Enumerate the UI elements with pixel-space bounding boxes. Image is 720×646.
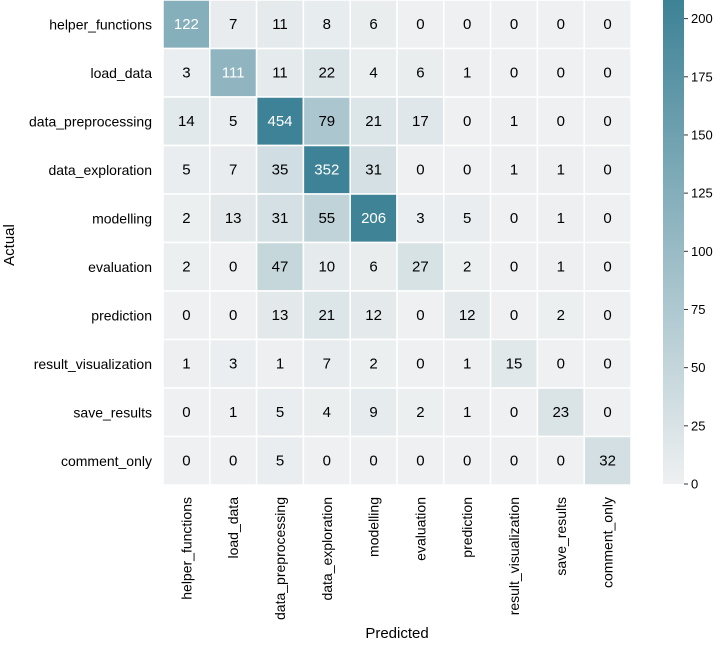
colorbar-tick-label: 150: [691, 127, 713, 143]
cell-value-label: 4: [369, 64, 378, 82]
cell-value-label: 5: [463, 209, 472, 227]
cell-value-label: 0: [369, 452, 378, 470]
colorbar-tick-label: 125: [691, 185, 713, 201]
cell-value-label: 3: [182, 64, 191, 82]
cell-value-label: 7: [229, 161, 238, 179]
cell-value-label: 4: [322, 403, 331, 421]
y-tick-label: result_visualization: [33, 355, 152, 372]
cell-value-label: 10: [318, 258, 336, 276]
cell-value-label: 1: [182, 355, 191, 373]
cell-value-label: 2: [369, 355, 378, 373]
cell-value-label: 17: [412, 112, 429, 130]
cell-value-label: 35: [271, 161, 289, 179]
cell-value-label: 27: [412, 258, 429, 276]
cell-value-label: 13: [271, 306, 289, 324]
cell-value-label: 1: [509, 161, 519, 179]
cell-value-label: 206: [361, 209, 387, 227]
cell-value-label: 0: [416, 355, 425, 373]
cell-value-label: 0: [509, 15, 519, 33]
colorbar-tick-label: 25: [691, 418, 706, 434]
y-tick-label: evaluation: [88, 258, 152, 275]
cell-value-label: 0: [416, 15, 425, 33]
colorbar-tick-label: 200: [691, 11, 713, 27]
cell-value-label: 22: [318, 64, 336, 82]
cell-value-label: 0: [603, 403, 612, 421]
y-tick-label: data_exploration: [48, 161, 152, 178]
cell-value-label: 32: [599, 452, 616, 470]
cell-value-label: 2: [416, 403, 425, 421]
cell-value-label: 0: [416, 452, 425, 470]
cell-value-label: 0: [509, 306, 519, 324]
cell-value-label: 0: [556, 15, 565, 33]
cell-value-label: 0: [229, 306, 238, 324]
cell-value-label: 55: [318, 209, 336, 227]
cell-value-label: 111: [221, 64, 245, 82]
cell-value-label: 2: [182, 258, 191, 276]
x-tick-label: helper_functions: [178, 497, 195, 600]
cell-value-label: 0: [229, 258, 238, 276]
colorbar-gradient: [663, 0, 684, 484]
cell-value-label: 6: [369, 258, 378, 276]
cell-value-label: 0: [463, 161, 472, 179]
cell-value-label: 0: [509, 258, 519, 276]
cell-value-label: 0: [416, 161, 425, 179]
y-tick-label: comment_only: [60, 452, 152, 469]
cell-value-label: 0: [416, 306, 425, 324]
cell-value-label: 0: [556, 64, 565, 82]
x-tick-label: load_data: [225, 497, 242, 559]
cell-value-label: 1: [556, 258, 565, 276]
cell-value-label: 2: [556, 306, 565, 324]
cell-value-label: 47: [271, 258, 289, 276]
colorbar: [663, 0, 713, 492]
cell-value-label: 0: [182, 403, 191, 421]
cell-value-label: 0: [509, 209, 519, 227]
cell-value-label: 7: [229, 15, 238, 33]
cell-value-label: 0: [603, 15, 612, 33]
cell-value-label: 13: [224, 209, 242, 227]
cell-value-label: 0: [556, 355, 565, 373]
y-tick-label: load_data: [90, 64, 152, 81]
cell-value-label: 1: [556, 161, 565, 179]
cell-value-label: 0: [229, 452, 238, 470]
cell-value-label: 1: [229, 403, 238, 421]
cell-value-label: 8: [322, 15, 331, 33]
cell-value-label: 9: [369, 403, 378, 421]
cell-value-label: 0: [603, 258, 612, 276]
colorbar-tick-label: 0: [691, 476, 699, 492]
cell-value-label: 6: [369, 15, 378, 33]
x-tick-label: data_preprocessing: [272, 497, 288, 620]
cell-value-label: 0: [463, 452, 472, 470]
cell-value-label: 1: [275, 355, 285, 373]
cell-value-label: 12: [458, 306, 476, 324]
cell-value-label: 6: [416, 64, 425, 82]
cell-value-label: 79: [318, 112, 336, 130]
y-tick-label: data_preprocessing: [29, 113, 152, 130]
cell-value-label: 15: [505, 355, 523, 373]
x-tick-label: modelling: [365, 497, 382, 557]
cell-value-label: 0: [603, 112, 612, 130]
colorbar-tick-label: 175: [691, 69, 713, 85]
heatmap-cells: [163, 0, 631, 485]
cell-value-label: 21: [318, 306, 336, 324]
cell-value-label: 0: [556, 452, 565, 470]
cell-value-label: 1: [463, 64, 472, 82]
x-tick-label: data_exploration: [318, 497, 335, 601]
cell-value-label: 2: [182, 209, 191, 227]
cell-value-label: 2: [463, 258, 472, 276]
cell-value-label: 11: [272, 64, 288, 82]
y-axis-label: Actual: [1, 224, 18, 266]
x-tick-label: prediction: [459, 497, 476, 558]
cell-value-label: 454: [267, 112, 293, 130]
cell-value-label: 31: [271, 209, 289, 227]
cell-value-label: 5: [275, 403, 285, 421]
cell-value-label: 0: [463, 112, 472, 130]
x-tick-labels: [178, 497, 615, 620]
cell-value-label: 122: [173, 15, 199, 33]
cell-value-label: 31: [365, 161, 382, 179]
cell-value-label: 352: [314, 161, 340, 179]
cell-value-label: 0: [509, 452, 519, 470]
cell-value-label: 0: [463, 15, 472, 33]
cell-value-label: 0: [509, 403, 519, 421]
cell-value-label: 5: [275, 452, 285, 470]
cell-value-label: 23: [552, 403, 570, 421]
x-tick-label: comment_only: [599, 497, 616, 589]
cell-value-label: 7: [322, 355, 331, 373]
cell-value-label: 1: [463, 355, 472, 373]
cell-value-label: 3: [229, 355, 238, 373]
cell-value-label: 21: [365, 112, 382, 130]
cell-value-label: 1: [463, 403, 472, 421]
cell-value-label: 5: [182, 161, 191, 179]
y-tick-label: modelling: [92, 210, 152, 227]
cell-value-label: 1: [556, 209, 565, 227]
cell-value-label: 0: [182, 306, 191, 324]
cell-value-label: 1: [509, 112, 519, 130]
cell-value-label: 11: [272, 15, 288, 33]
colorbar-tick-label: 50: [691, 360, 706, 376]
cell-value-label: 0: [509, 64, 519, 82]
cell-value-label: 0: [603, 64, 612, 82]
colorbar-tick-label: 75: [691, 301, 706, 317]
colorbar-tick-label: 100: [691, 243, 713, 259]
cell-value-label: 0: [556, 112, 565, 130]
y-tick-label: save_results: [73, 404, 152, 421]
cell-value-label: 0: [603, 161, 612, 179]
y-tick-labels: [29, 16, 152, 469]
cell-value-label: 0: [182, 452, 191, 470]
x-tick-label: evaluation: [412, 497, 429, 561]
y-tick-label: helper_functions: [49, 16, 152, 33]
y-tick-label: prediction: [91, 307, 152, 324]
cell-value-label: 0: [322, 452, 331, 470]
cell-value-label: 14: [178, 112, 195, 130]
cell-value-label: 0: [603, 306, 612, 324]
x-tick-label: save_results: [552, 497, 569, 576]
cell-value-label: 0: [603, 209, 612, 227]
x-tick-label: result_visualization: [506, 497, 522, 616]
x-axis-label: Predicted: [365, 625, 429, 642]
cell-value-label: 5: [229, 112, 238, 130]
cell-value-label: 3: [416, 209, 425, 227]
cell-value-label: 12: [365, 306, 382, 324]
cell-value-label: 0: [603, 355, 612, 373]
